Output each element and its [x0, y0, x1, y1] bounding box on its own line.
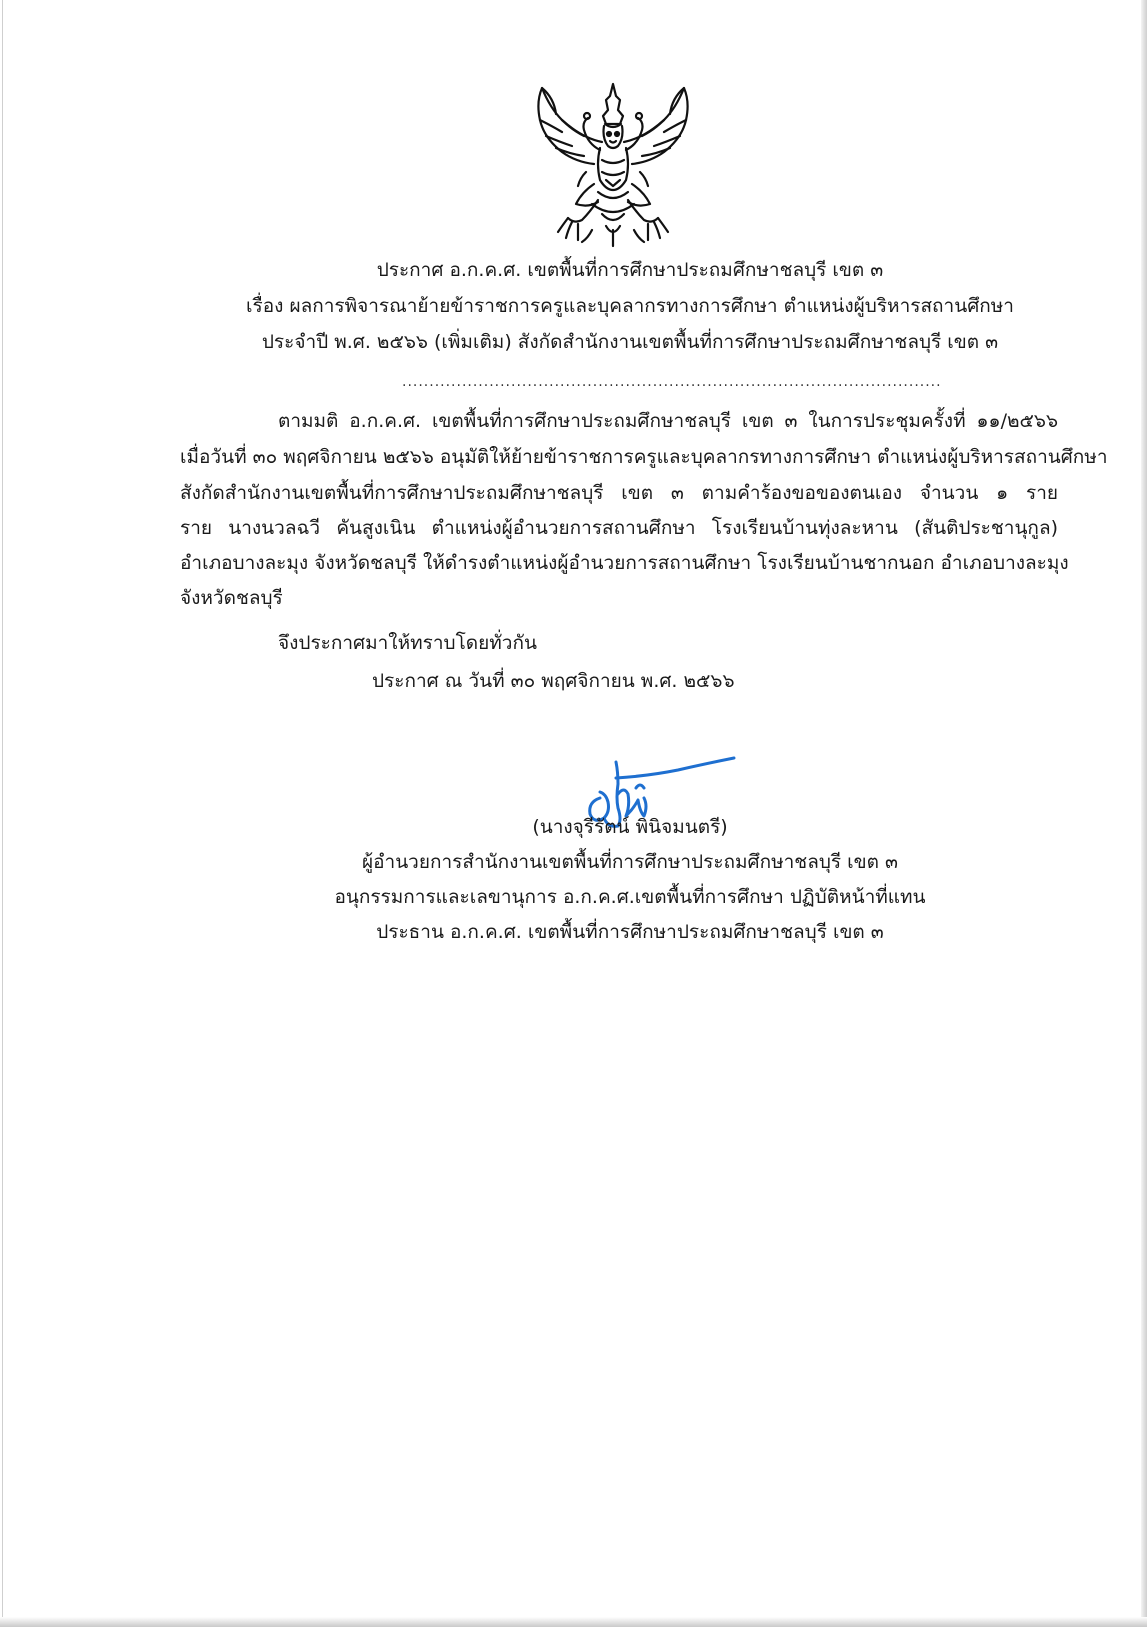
body-line-1: ตามมติ อ.ก.ค.ศ. เขตพื้นที่การศึกษาประถมศึกษาชลบุรี เขต ๓ ในการประชุมครั้งที่ ๑๑/๒๕๖๖	[278, 410, 1058, 432]
body-line-5: อำเภอบางละมุง จังหวัดชลบุรี ให้ดำรงตำแหน่งผู้อำนวยการสถานศึกษา โรงเรียนบ้านชากนอก อำเภอบางละมุง	[180, 552, 1069, 574]
body-line-2: เมื่อวันที่ ๓๐ พฤศจิกายน ๒๕๖๖ อนุมัติให้ย้ายข้าราชการครูและบุคลากรทางการศึกษา ตำแหน่งผู้บริหารสถานศึกษา	[180, 446, 1108, 468]
subject-line-continued: ประจำปี พ.ศ. ๒๕๖๖ (เพิ่มเติม) สังกัดสำนักงานเขตพื้นที่การศึกษาประถมศึกษาชลบุรี เขต ๓	[261, 331, 999, 353]
signatory-name: (นางจุรีรัตน์ พินิจมนตรี)	[532, 816, 728, 838]
announcement-date: ประกาศ ณ วันที่ ๓๐ พฤศจิกายน พ.ศ. ๒๕๖๖	[372, 670, 735, 692]
subject-line: เรื่อง ผลการพิจารณาย้ายข้าราชการครูและบุคลากรทางการศึกษา ตำแหน่งผู้บริหารสถานศึกษา	[246, 295, 1014, 317]
signatory-title-1: ผู้อำนวยการสำนักงานเขตพื้นที่การศึกษาประถมศึกษาชลบุรี เขต ๓	[361, 851, 899, 873]
page-edge-bottom	[0, 1617, 1147, 1627]
body-line-3: สังกัดสำนักงานเขตพื้นที่การศึกษาประถมศึกษาชลบุรี เขต ๓ ตามคำร้องขอของตนเอง จำนวน ๑ ราย	[180, 482, 1058, 504]
body-line-6: จังหวัดชลบุรี	[180, 587, 283, 609]
closing-statement: จึงประกาศมาให้ทราบโดยทั่วกัน	[278, 632, 537, 654]
signatory-title-2: อนุกรรมการและเลขานุการ อ.ก.ค.ศ.เขตพื้นที่การศึกษา ปฏิบัติหน้าที่แทน	[334, 886, 926, 908]
body-line-4: ราย นางนวลฉวี คันสูงเนิน ตำแหน่งผู้อำนวยการสถานศึกษา โรงเรียนบ้านทุ่งละหาน (สันติประชานุกูล)	[180, 517, 1058, 539]
page-edge-right	[1141, 0, 1147, 1627]
announcement-heading: ประกาศ อ.ก.ค.ศ. เขตพื้นที่การศึกษาประถมศึกษาชลบุรี เขต ๓	[376, 259, 884, 281]
page-edge-left	[2, 0, 3, 1627]
signatory-title-3: ประธาน อ.ก.ค.ศ. เขตพื้นที่การศึกษาประถมศึกษาชลบุรี เขต ๓	[376, 921, 884, 943]
garuda-emblem-icon	[532, 80, 694, 250]
dotted-divider: ...................................................................................................	[402, 374, 942, 390]
